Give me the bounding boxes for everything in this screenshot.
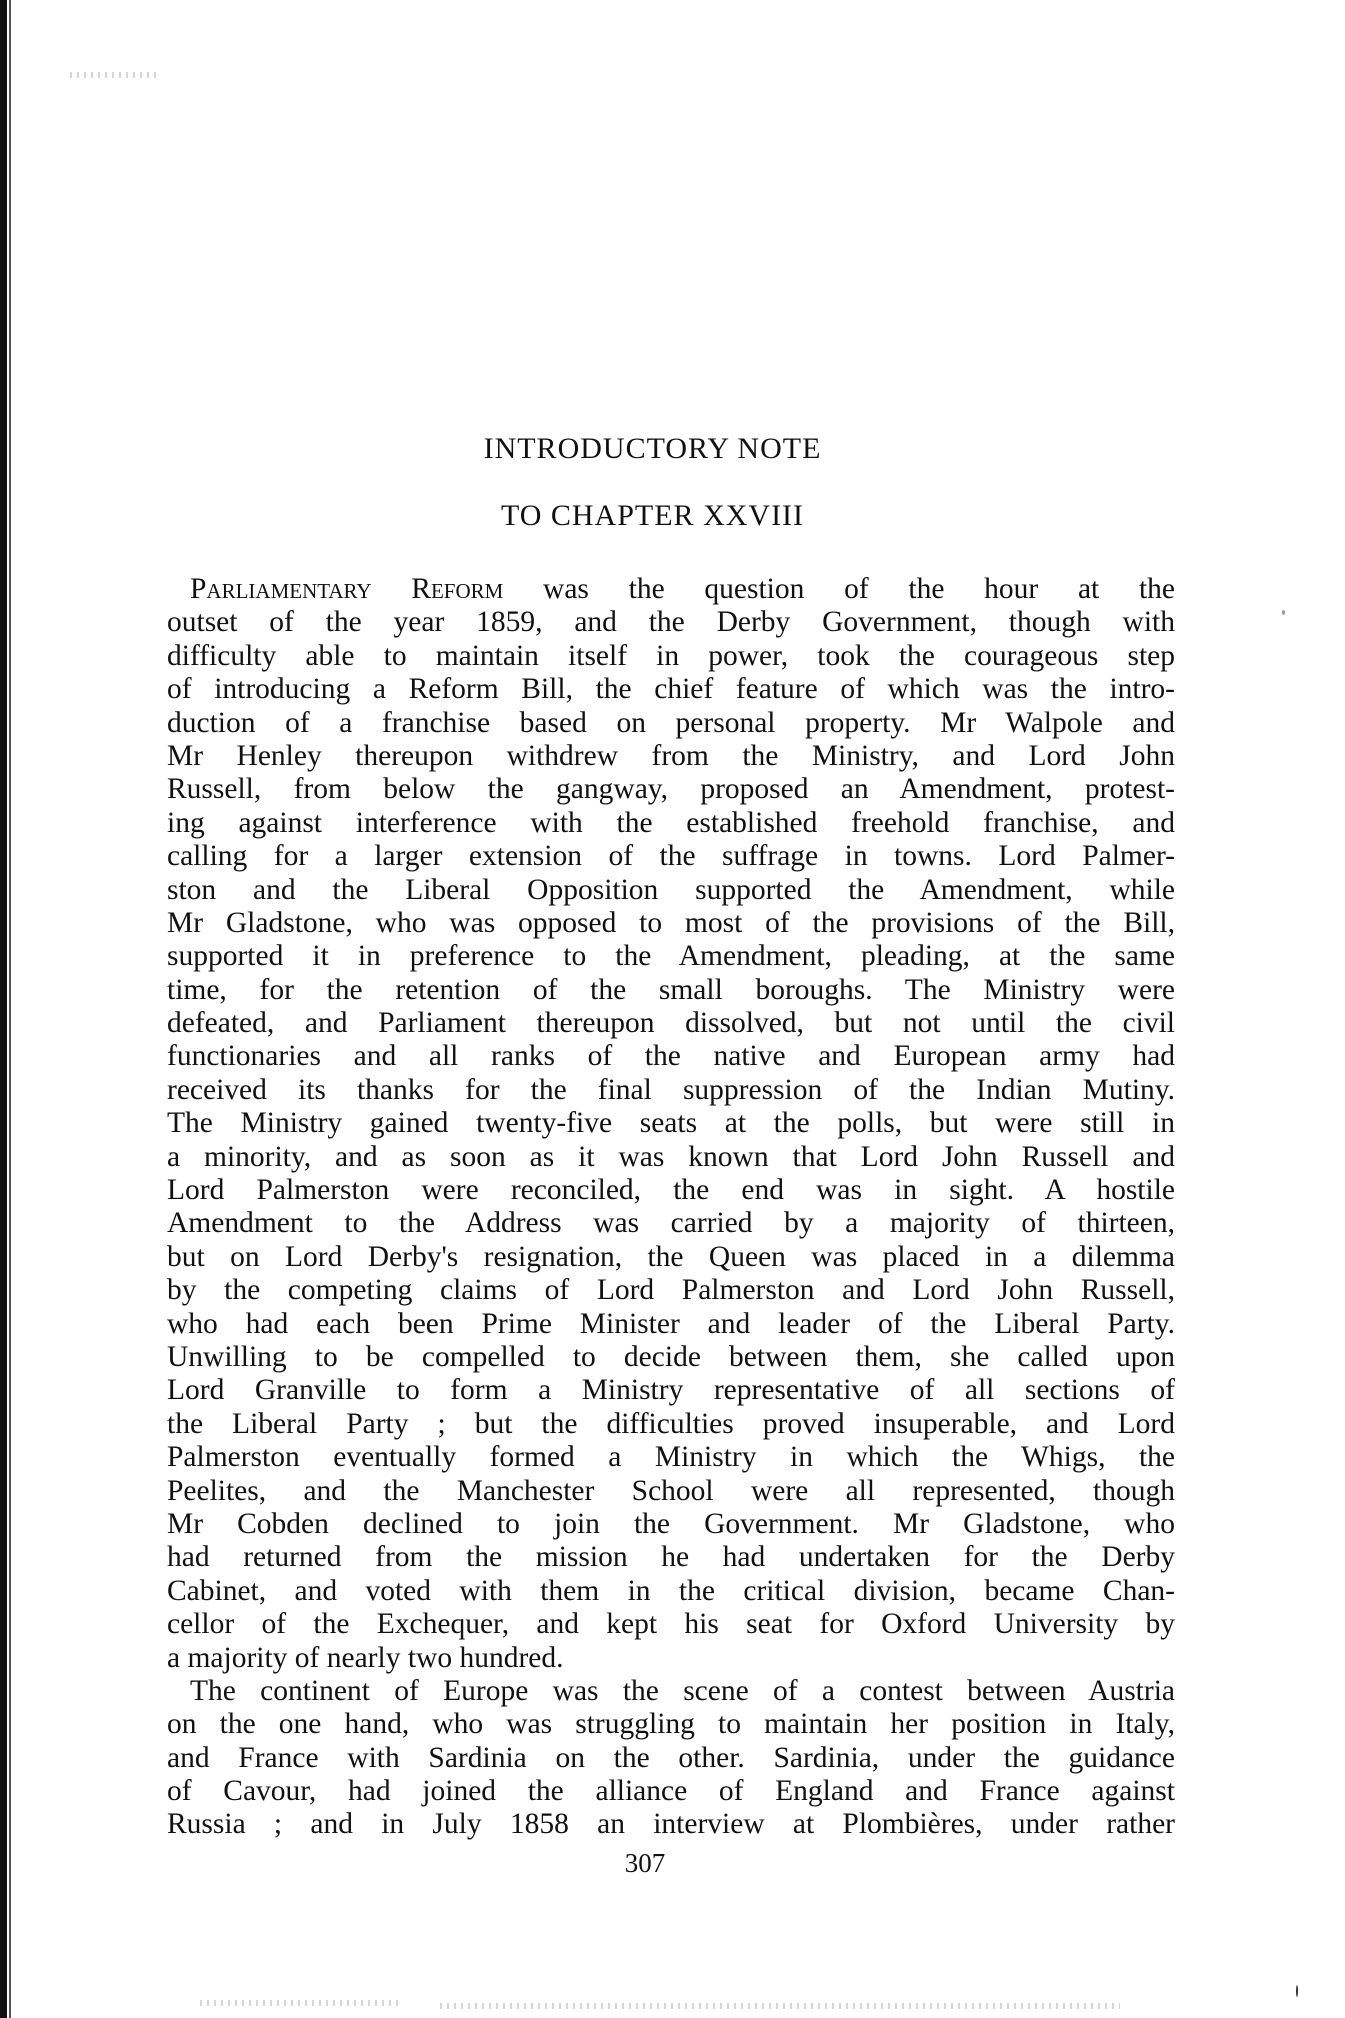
- text-line: [167, 1408, 1175, 1441]
- text-line-content: Mr Gladstone, who was opposed to most of the provisions of the Bill,: [167, 906, 1175, 939]
- text-line: [167, 773, 1175, 806]
- text-line-content: Russell, from below the gangway, proposed an Amendment, protest-: [167, 773, 1175, 806]
- text-line: [167, 1742, 1175, 1775]
- text-line: [167, 1308, 1175, 1341]
- text-line: [167, 974, 1175, 1007]
- text-line-content: Russia ; and in July 1858 an interview at Plombières, under rather: [167, 1808, 1175, 1841]
- text-line: [167, 1575, 1175, 1608]
- text-line: [167, 707, 1175, 740]
- text-line: [167, 840, 1175, 873]
- text-line: [167, 807, 1175, 840]
- text-line: [167, 1341, 1175, 1374]
- text-line: [167, 673, 1175, 706]
- text-line-content: Mr Cobden declined to join the Government. Mr Gladstone, who: [167, 1507, 1175, 1540]
- text-line-content: ston and the Liberal Opposition supported the Amendment, while: [167, 873, 1175, 906]
- text-line: [167, 1107, 1175, 1140]
- text-line: [167, 1007, 1175, 1040]
- text-line-content: by the competing claims of Lord Palmerston and Lord John Russell,: [167, 1274, 1175, 1307]
- text-line-content: The continent of Europe was the scene of a contest between Austria: [190, 1674, 1175, 1707]
- text-line-content: Lord Palmerston were reconciled, the end was in sight. A hostile: [167, 1174, 1175, 1207]
- text-line-content: Peelites, and the Manchester School were all represented, though: [167, 1474, 1175, 1507]
- text-line: [167, 1808, 1175, 1841]
- scan-noise: [440, 2003, 1120, 2009]
- text-line-content: of Cavour, had joined the alliance of England and France against: [167, 1775, 1175, 1808]
- text-line-content: time, for the retention of the small boroughs. The Ministry were: [167, 973, 1175, 1006]
- scan-speck: [1296, 1985, 1298, 1997]
- text-line-content: cellor of the Exchequer, and kept his seat for Oxford University by: [167, 1608, 1175, 1641]
- text-line: [167, 1274, 1175, 1307]
- text-line: [167, 1241, 1175, 1274]
- text-line: [167, 907, 1175, 940]
- text-line: [167, 940, 1175, 973]
- scan-noise: [70, 72, 160, 78]
- page-number: 307: [624, 1848, 666, 1878]
- text-line-content: functionaries and all ranks of the native and European army had: [167, 1040, 1175, 1073]
- text-line-content: supported it in preference to the Amendment, pleading, at the same: [167, 940, 1175, 973]
- text-line: [167, 606, 1175, 639]
- text-line-content: calling for a larger extension of the suffrage in towns. Lord Palmer-: [167, 840, 1175, 873]
- text-line-content: and France with Sardinia on the other. Sardinia, under the guidance: [167, 1741, 1175, 1774]
- text-line-content: received its thanks for the final suppression of the Indian Mutiny.: [167, 1073, 1175, 1106]
- text-line: [167, 640, 1175, 673]
- text-line: [167, 1775, 1175, 1808]
- text-line-content: Amendment to the Address was carried by a majority of thirteen,: [167, 1207, 1175, 1240]
- text-line-content: had returned from the mission he had undertaken for the Derby: [167, 1541, 1175, 1574]
- text-line-content: Cabinet, and voted with them in the critical division, became Chan-: [167, 1574, 1175, 1607]
- text-line: [167, 1374, 1175, 1407]
- body-text: [167, 573, 1175, 1842]
- text-line-content: defeated, and Parliament thereupon dissolved, but not until the civil: [167, 1007, 1175, 1040]
- text-line-content: duction of a franchise based on personal property. Mr Walpole and: [167, 706, 1175, 739]
- page-binding-edge: [0, 0, 7, 2018]
- chapter-subtitle: TO CHAPTER XXVIII: [500, 499, 805, 532]
- text-line-content: The Ministry gained twenty-five seats at the polls, but were still in: [167, 1107, 1175, 1140]
- text-line-content: a majority of nearly two hundred.: [167, 1641, 564, 1674]
- text-line-content: Palmerston eventually formed a Ministry in which the Whigs, the: [167, 1441, 1175, 1474]
- text-line-content: Lord Granville to form a Ministry representative of all sections of: [167, 1374, 1175, 1407]
- text-line: [167, 1441, 1175, 1474]
- text-line-content: who had each been Prime Minister and leader of the Liberal Party.: [167, 1307, 1175, 1340]
- text-line-content: on the one hand, who was struggling to maintain her position in Italy,: [167, 1708, 1175, 1741]
- text-line-content: but on Lord Derby's resignation, the Queen was placed in a dilemma: [167, 1240, 1175, 1273]
- text-line-content: Mr Henley thereupon withdrew from the Ministry, and Lord John: [167, 739, 1175, 772]
- text-line-content: was the question of the hour at the: [503, 573, 1175, 605]
- text-line: [167, 1708, 1175, 1741]
- page-title: INTRODUCTORY NOTE: [483, 432, 822, 465]
- text-line: [167, 573, 1175, 606]
- text-line: [167, 1040, 1175, 1073]
- page-binding-shadow: [9, 0, 11, 2018]
- scan-noise: [200, 2000, 400, 2006]
- text-line: [167, 1675, 1175, 1708]
- text-line-content: the Liberal Party ; but the difficulties proved insuperable, and Lord: [167, 1407, 1175, 1440]
- text-line-content: Unwilling to be compelled to decide between them, she called upon: [167, 1340, 1175, 1373]
- text-line: [167, 1541, 1175, 1574]
- text-line: [167, 740, 1175, 773]
- lead-smallcaps: Parliamentary Reform: [190, 573, 504, 605]
- text-line: [167, 874, 1175, 907]
- text-line: [167, 1475, 1175, 1508]
- text-line: [167, 1141, 1175, 1174]
- text-line: [167, 1174, 1175, 1207]
- text-line-content: of introducing a Reform Bill, the chief feature of which was the intro-: [167, 673, 1175, 706]
- text-line: [167, 1508, 1175, 1541]
- text-line: [167, 1074, 1175, 1107]
- text-line-content: a minority, and as soon as it was known that Lord John Russell and: [167, 1140, 1175, 1173]
- text-line-content: difficulty able to maintain itself in power, took the courageous step: [167, 639, 1175, 672]
- text-line: [167, 1642, 1175, 1675]
- text-line-content: ing against interference with the established freehold franchise, and: [167, 806, 1175, 839]
- text-line-content: outset of the year 1859, and the Derby Government, though with: [167, 606, 1175, 639]
- text-line: [167, 1207, 1175, 1240]
- scan-speck: [1282, 610, 1285, 615]
- text-line: [167, 1608, 1175, 1641]
